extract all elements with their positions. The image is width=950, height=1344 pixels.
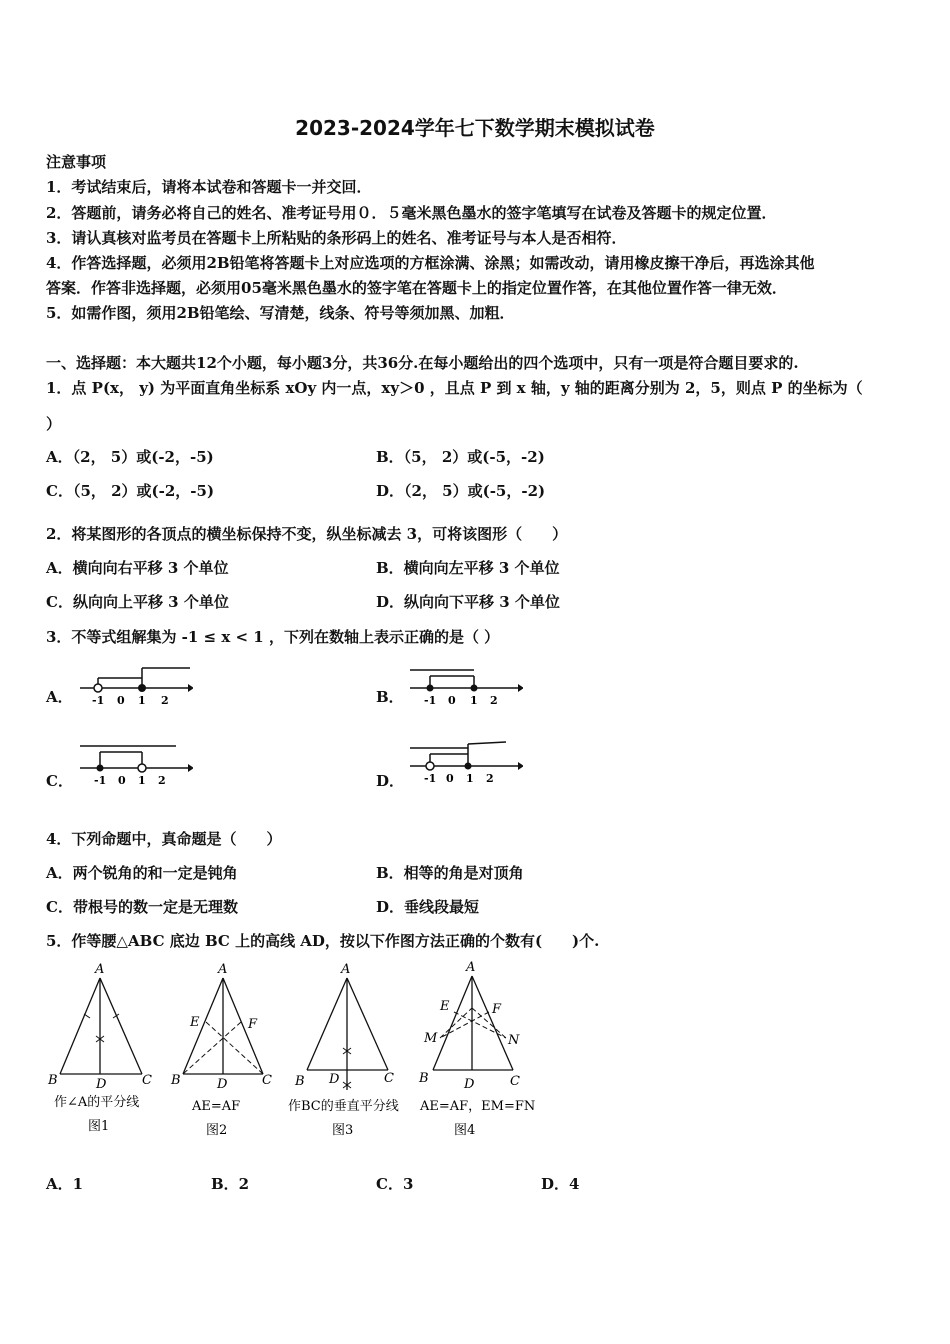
q5-option-d: D．4 xyxy=(541,1175,580,1193)
q3-numberline-d xyxy=(408,738,523,790)
tick-label: -1 xyxy=(94,774,107,787)
q1-option-c: C．（5， 2）或(-2，-5) xyxy=(46,482,215,500)
notice-item-2: 2．答题前，请务必将自己的姓名、准考证号用０．５毫米黑色墨水的签字笔填写在试卷及答题卡的规定位置． xyxy=(46,204,777,222)
point-f-label: F xyxy=(492,1002,502,1017)
point-c-label: C xyxy=(384,1071,394,1086)
point-c-label: C xyxy=(262,1073,272,1088)
figure-2-label: 图2 xyxy=(206,1123,228,1138)
q2-option-a: A．横向向右平移 3 个单位 xyxy=(46,559,229,577)
q1-option-a: A．（2， 5）或(-2，-5) xyxy=(46,448,214,466)
q4-option-c: C．带根号的数一定是无理数 xyxy=(46,898,238,916)
tick-label: 1 xyxy=(466,772,474,785)
tick-label: 1 xyxy=(138,774,146,787)
figure-1-caption: 作∠A的平分线 xyxy=(54,1095,140,1110)
figure-4-caption: AE=AF，EM=FN xyxy=(420,1099,536,1114)
tick-label: 2 xyxy=(161,694,169,707)
figure-2 xyxy=(170,962,272,1138)
point-a-label: A xyxy=(341,962,351,977)
q1-option-b: B．（5， 2）或(-5，-2) xyxy=(376,448,545,466)
point-b-label: B xyxy=(419,1071,429,1086)
figure-3 xyxy=(288,962,399,1138)
point-b-label: B xyxy=(48,1073,58,1088)
q5-figures xyxy=(40,958,550,1148)
tick-label: -1 xyxy=(424,772,437,785)
tick-label: 1 xyxy=(470,694,478,707)
q3-numberline-b xyxy=(408,660,523,710)
tick-label: 0 xyxy=(118,774,126,787)
tick-label: 2 xyxy=(158,774,166,787)
q3-option-c: C． xyxy=(46,772,73,790)
q3-option-d: D． xyxy=(376,772,405,790)
notice-item-4: 4．作答选择题，必须用2B铅笔将答题卡上对应选项的方框涂满、涂黑；如需改动，请用橡皮擦干净后，再选涂其他 xyxy=(46,254,815,272)
figure-3-label: 图3 xyxy=(332,1123,354,1138)
point-d-label: D xyxy=(96,1077,107,1092)
q2-option-d: D．纵向向下平移 3 个单位 xyxy=(376,593,560,611)
q5-option-b: B．2 xyxy=(211,1175,250,1193)
tick-label: 0 xyxy=(448,694,456,707)
figure-4-label: 图4 xyxy=(454,1123,476,1138)
point-c-label: C xyxy=(510,1074,520,1089)
q4-option-b: B．相等的角是对顶角 xyxy=(376,864,524,882)
notice-item-4-cont: 答案．作答非选择题，必须用05毫米黑色墨水的签字笔在答题卡上的指定位置作答，在其他位置作答一律无效． xyxy=(46,279,787,297)
q4-option-d: D．垂线段最短 xyxy=(376,898,480,916)
tick-label: 2 xyxy=(490,694,498,707)
notice-item-5: 5．如需作图，须用2B铅笔绘、写清楚，线条、符号等须加黑、加粗． xyxy=(46,304,515,322)
q3-stem: 3．不等式组解集为 -1 ≤ x < 1 ，下列在数轴上表示正确的是（ ） xyxy=(46,628,500,646)
q4-stem: 4．下列命题中，真命题是（ ） xyxy=(46,830,282,848)
point-d-label: D xyxy=(329,1072,340,1087)
point-e-label: E xyxy=(190,1015,200,1030)
q5-stem: 5．作等腰△ABC 底边 BC 上的高线 AD，按以下作图方法正确的个数有( )个. xyxy=(46,932,600,950)
point-m-label: M xyxy=(424,1031,438,1046)
point-a-label: A xyxy=(218,962,228,977)
q3-numberline-c xyxy=(78,738,193,790)
figure-4 xyxy=(418,960,535,1138)
q3-option-a: A． xyxy=(46,688,73,706)
q5-option-a: A．1 xyxy=(46,1175,84,1193)
point-f-label: F xyxy=(248,1017,258,1032)
point-b-label: B xyxy=(171,1073,181,1088)
point-d-label: D xyxy=(217,1077,228,1092)
tick-label: 0 xyxy=(117,694,125,707)
tick-label: -1 xyxy=(424,694,437,707)
point-b-label: B xyxy=(295,1074,305,1089)
point-c-label: C xyxy=(142,1073,152,1088)
q1-option-d: D．（2， 5）或(-5，-2) xyxy=(376,482,546,500)
notice-heading: 注意事项 xyxy=(46,153,107,171)
figure-1-label: 图1 xyxy=(88,1119,110,1134)
q2-option-c: C．纵向向上平移 3 个单位 xyxy=(46,593,229,611)
q3-option-b: B． xyxy=(376,688,404,706)
point-n-label: N xyxy=(508,1033,520,1048)
notice-item-3: 3．请认真核对监考员在答题卡上所粘贴的条形码上的姓名、准考证号与本人是否相符． xyxy=(46,229,627,247)
q4-option-a: A．两个锐角的和一定是钝角 xyxy=(46,864,238,882)
page-title: 2023-2024学年七下数学期末模拟试卷 xyxy=(295,116,655,140)
q1-stem: 1．点 P(x， y) 为平面直角坐标系 xOy 内一点，xy＞0 ，且点 P 到 x 轴，y 轴的距离分别为 2，5，则点 P 的坐标为（ xyxy=(46,379,863,397)
q2-option-b: B．横向向左平移 3 个单位 xyxy=(376,559,560,577)
point-a-label: A xyxy=(95,962,105,977)
point-d-label: D xyxy=(464,1077,475,1092)
q2-stem: 2．将某图形的各顶点的横坐标保持不变，纵坐标减去 3，可将该图形（ ） xyxy=(46,525,568,543)
figure-2-caption: AE=AF xyxy=(192,1099,241,1114)
tick-label: 0 xyxy=(446,772,454,785)
tick-label: 2 xyxy=(486,772,494,785)
q5-option-c: C．3 xyxy=(376,1175,414,1193)
q3-numberline-a xyxy=(78,660,193,710)
figure-3-caption: 作BC的垂直平分线 xyxy=(288,1099,399,1114)
tick-label: -1 xyxy=(92,694,105,707)
tick-label: 1 xyxy=(138,694,146,707)
q1-stem-end: ） xyxy=(46,415,62,433)
point-e-label: E xyxy=(440,999,450,1014)
figure-1 xyxy=(47,962,152,1134)
notice-item-1: 1．考试结束后，请将本试卷和答题卡一并交回． xyxy=(46,178,372,196)
point-a-label: A xyxy=(466,960,476,975)
section-heading: 一、选择题：本大题共12个小题，每小题3分，共36分.在每小题给出的四个选项中，只有一项是符合题目要求的. xyxy=(46,354,799,372)
